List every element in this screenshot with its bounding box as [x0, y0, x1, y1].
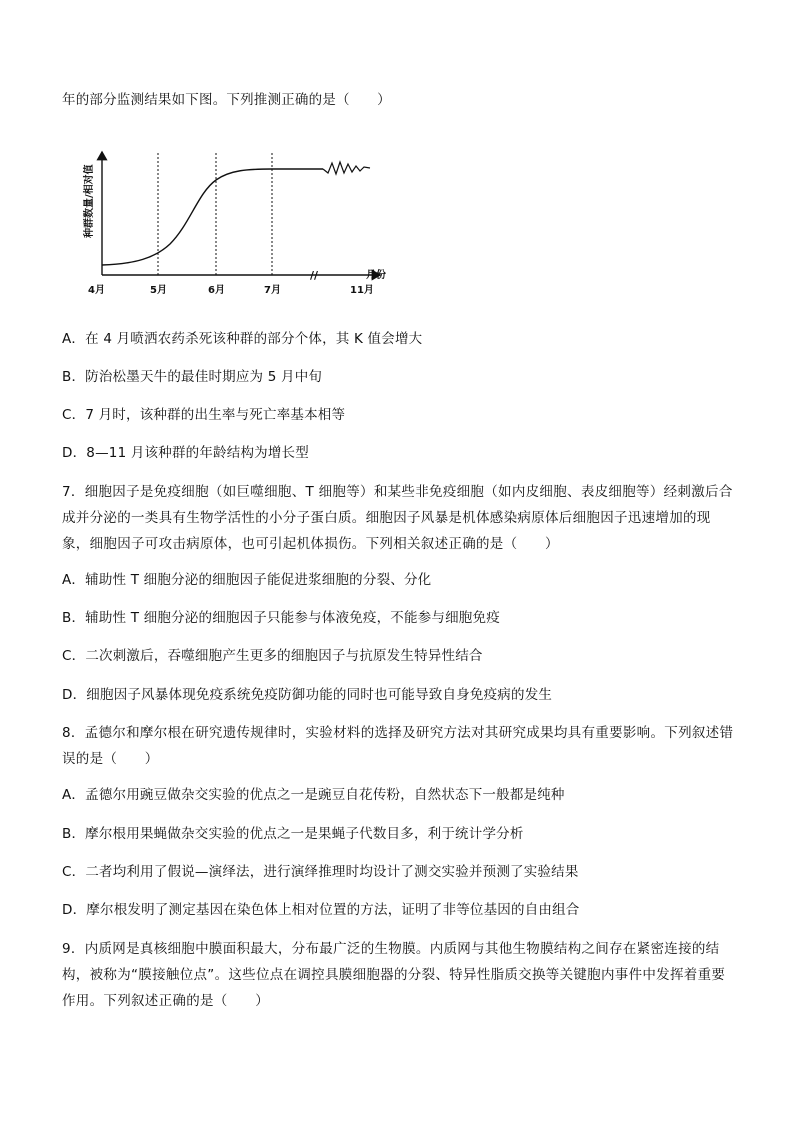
q7-option-d: D．细胞因子风暴体现免疫系统免疫防御功能的同时也可能导致自身免疫病的发生: [62, 687, 553, 703]
x-axis-label: 月份: [366, 270, 386, 281]
q8-option-c: C．二者均利用了假说—演绎法，进行演绎推理时均设计了测交实验并预测了实验结果: [62, 864, 579, 880]
tick-label-4: 4月: [88, 285, 105, 296]
q6-option-a: A．在 4 月喷洒农药杀死该种群的部分个体，其 K 值会增大: [62, 331, 423, 347]
fluctuation-curve: [323, 162, 370, 174]
tick-label-11: 11月: [350, 285, 374, 296]
axis-break-mark: //: [310, 269, 319, 282]
question-intro: 年的部分监测结果如下图。下列推测正确的是（ ）: [62, 92, 391, 108]
q6-option-b: B．防治松墨天牛的最佳时期应为 5 月中旬: [62, 369, 323, 385]
population-growth-chart: [80, 148, 390, 298]
tick-label-6: 6月: [208, 285, 225, 296]
q7-option-a: A．辅助性 T 细胞分泌的细胞因子能促进浆细胞的分裂、分化: [62, 572, 432, 588]
q8-option-a: A．孟德尔用豌豆做杂交实验的优点之一是豌豆自花传粉，自然状态下一般都是纯种: [62, 787, 565, 803]
q8-option-d: D．摩尔根发明了测定基因在染色体上相对位置的方法，证明了非等位基因的自由组合: [62, 902, 580, 918]
q8-stem: 8．孟德尔和摩尔根在研究遗传规律时，实验材料的选择及研究方法对其研究成果均具有重要影响。下列叙述错误的是（ ）: [62, 725, 734, 767]
s-curve: [102, 169, 323, 265]
q9-stem: 9．内质网是真核细胞中膜面积最大，分布最广泛的生物膜。内质网与其他生物膜结构之间存在紧密连接的结构，被称为“膜接触位点”。这些位点在调控具膜细胞器的分裂、特异性脂质交换等关键胞内事件中发挥着重要作用。下列叙述正确的是（ ）: [62, 941, 726, 1009]
tick-label-5: 5月: [150, 285, 167, 296]
q8-option-b: B．摩尔根用果蝇做杂交实验的优点之一是果蝇子代数目多，利于统计学分析: [62, 826, 524, 842]
y-axis-label: 种群数量/相对值: [84, 164, 95, 238]
q7-option-b: B．辅助性 T 细胞分泌的细胞因子只能参与体液免疫，不能参与细胞免疫: [62, 610, 500, 626]
tick-label-7: 7月: [264, 285, 281, 296]
q6-option-c: C．7 月时，该种群的出生率与死亡率基本相等: [62, 407, 346, 423]
q7-stem: 7．细胞因子是免疫细胞（如巨噬细胞、T 细胞等）和某些非免疫细胞（如内皮细胞、表皮细胞等）经刺激后合成并分泌的一类具有生物学活性的小分子蛋白质。细胞因子风暴是机体感染病原体后细胞因子迅速增加的现象，细胞因子可攻击病原体，也可引起机体损伤。下列相关叙述正确的是（ ）: [62, 484, 733, 552]
q6-option-d: D．8—11 月该种群的年龄结构为增长型: [62, 445, 309, 461]
q7-option-c: C．二次刺激后，吞噬细胞产生更多的细胞因子与抗原发生特异性结合: [62, 648, 483, 664]
